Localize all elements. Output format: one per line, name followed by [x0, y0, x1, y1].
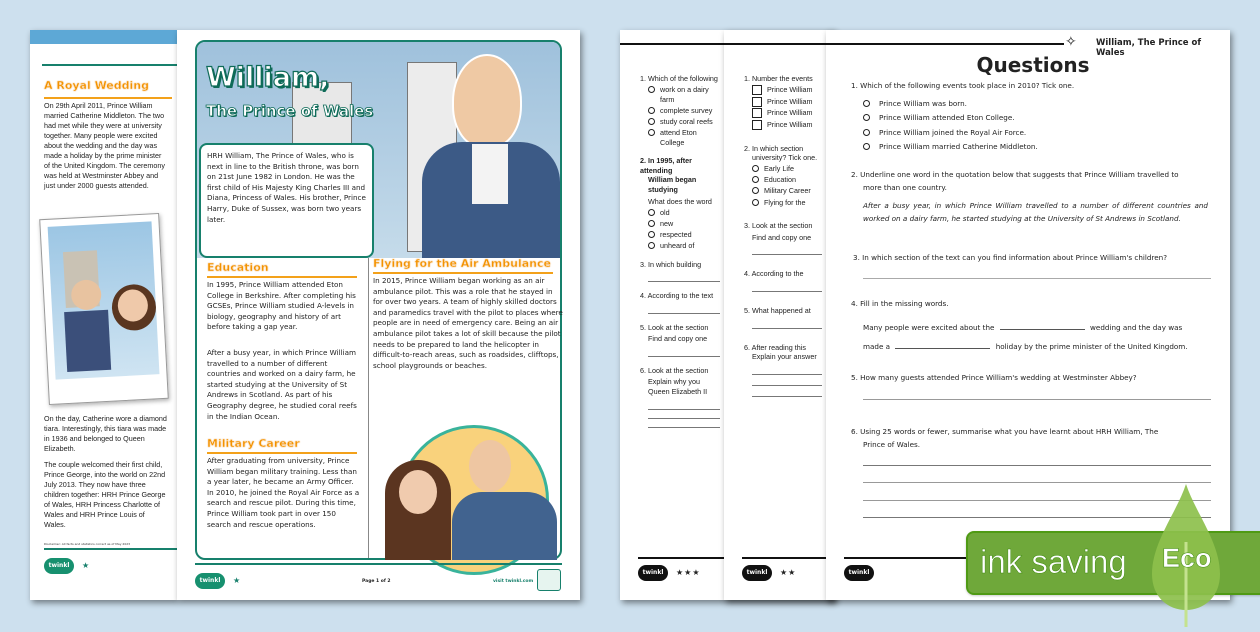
option-label: new: [660, 218, 674, 228]
question-2-options: [744, 164, 822, 207]
question-2-options: [640, 208, 720, 251]
ink-saving-label: ink saving: [980, 543, 1127, 580]
quotation[interactable]: After a busy year, in which Prince William travelled to a number of different countries and worked on a dairy farm, he started studying at the University of St Andrews in Scotland.: [863, 201, 1208, 223]
question-2-prompt: What does the word: [648, 196, 712, 206]
question-3: 3. In which section of the text can you find information about Prince William's children?: [853, 253, 1168, 262]
answer-line[interactable]: [648, 418, 720, 419]
military-career-text: After graduating from university, Prince William began military training. Less than a year later, he became an Army Officer. In 2010, he joined the Royal Air Force as a search and rescue pilot. During this time, Prince William took part in over 150 search and rescue operations.: [207, 456, 360, 529]
radio[interactable]: [648, 209, 655, 216]
question-1-items: [744, 85, 822, 130]
option-label: complete survey: [660, 105, 713, 115]
header-rule: [42, 64, 177, 66]
radio[interactable]: [648, 129, 655, 136]
radio[interactable]: [752, 199, 759, 206]
answer-line[interactable]: [648, 356, 720, 357]
question-2: 2. Underline one word in the quotation below that suggests that Prince William travelled to: [851, 170, 1179, 179]
radio[interactable]: [863, 129, 870, 136]
radio[interactable]: [648, 242, 655, 249]
children-text: The couple welcomed their first child, Prince George, into the world on 22nd July 2013. They now have three children together: HRH Prince George of Wales, HRH Princess Charlotte of Wales and HRH Prince Louis of Wales.: [44, 460, 166, 529]
radio[interactable]: [648, 231, 655, 238]
question-4: 4. According to the text: [640, 291, 714, 301]
education-heading: Education: [207, 261, 269, 274]
question-6-prompt: Explain why you: [648, 377, 700, 387]
eco-label: Eco: [1162, 543, 1212, 573]
fill-line-2: made a holiday by the prime minister of the United Kingdom.: [863, 342, 1188, 351]
question-2: 2. In which section: [744, 143, 804, 153]
twinkl-logo: twinkl: [638, 565, 668, 581]
radio[interactable]: [863, 114, 870, 121]
item-label: Prince William: [767, 119, 813, 129]
quality-badge: [537, 569, 561, 591]
question-6: 6. Look at the section: [640, 365, 709, 375]
option-label: old: [660, 207, 670, 217]
question-5: 5. Look at the section: [640, 322, 709, 332]
royal-wedding-text: On 29th April 2011, Prince William married Catherine Middleton. The two had met while they were at university together. Many people were excited about the wedding and the day was made a holiday by the prime minister of the United Kingdom. The ceremony was held at Westminster Abbey and just under 2000 guests attended.: [44, 101, 165, 190]
checkbox[interactable]: [752, 108, 762, 118]
question-3: 3. In which building: [640, 259, 702, 269]
questions-title: Questions: [976, 53, 1090, 77]
reading-page-2: [30, 30, 177, 600]
answer-line[interactable]: [752, 291, 822, 292]
radio[interactable]: [752, 176, 759, 183]
question-1-options: [640, 85, 720, 147]
radio[interactable]: [648, 86, 655, 93]
question-6: 6. After reading this: [744, 342, 806, 352]
page-number: Page 1 of 2: [362, 579, 391, 584]
question-2: 2. In 1995, after attending: [640, 156, 692, 175]
question-1: 1. Which of the following: [640, 74, 718, 83]
question-1: 1. Which of the following events took place in 2010? Tick one.: [851, 81, 1075, 90]
royal-wedding-heading: A Royal Wedding: [44, 79, 149, 92]
sheet2-questions: [744, 74, 822, 403]
difficulty-stars: ★: [233, 576, 242, 585]
question-2-cont: William began studying: [648, 175, 697, 194]
twinkl-logo: twinkl: [44, 558, 74, 574]
radio[interactable]: [752, 187, 759, 194]
blank-1[interactable]: [1000, 329, 1085, 330]
answer-line[interactable]: [648, 313, 720, 314]
option-label: Flying for the: [764, 197, 806, 207]
answer-line[interactable]: [752, 254, 822, 255]
option-label: unheard of: [660, 240, 695, 250]
radio[interactable]: [863, 143, 870, 150]
header-title: William, The Prince of Wales: [1096, 38, 1202, 58]
title-line2: The Prince of Wales: [206, 102, 374, 120]
option-label: Military Career: [764, 186, 811, 196]
question-2-cont: more than one country.: [863, 183, 947, 192]
radio[interactable]: [648, 220, 655, 227]
education-text-1: In 1995, Prince William attended Eton College in Berkshire. After completing his GCSEs, Prince William studied A-levels in biology, geography and history of art before taking a gap year.: [207, 280, 356, 332]
intro-box: HRH William, The Prince of Wales, who is next in line to the British throne, was born on 21st June 1982 in London. He was the first child of His Majesty King Charles III and Diana, Princess of Wales. His brother, Prince Harry, Duke of Sussex, was born two years later.: [199, 143, 374, 258]
question-sheet-2: [724, 30, 834, 600]
question-6-cont: Prince of Wales.: [863, 440, 921, 449]
radio[interactable]: [752, 165, 759, 172]
question-1-options: Prince William was born. Prince William attended Eton College. Prince William joined the Royal Air Force. Prince William married Catherine Middleton.: [863, 97, 1038, 154]
checkbox[interactable]: [752, 120, 762, 130]
title-line1: William,: [206, 62, 330, 93]
item-label: Prince William: [767, 96, 813, 106]
question-5: 5. What happened at: [744, 305, 811, 315]
question-6-cont: Queen Elizabeth II: [648, 387, 708, 397]
checkbox[interactable]: [752, 97, 762, 107]
twinkl-logo: twinkl: [742, 565, 772, 581]
military-career-heading: Military Career: [207, 437, 300, 450]
tiara-text: On the day, Catherine wore a diamond tiara. Interestingly, this tiara was made in 1936 and belonged to Queen Elizabeth.: [44, 414, 167, 453]
flying-heading: Flying for the Air Ambulance: [373, 257, 551, 270]
blank-2[interactable]: [895, 348, 990, 349]
flying-text: In 2015, Prince William began working as an air ambulance pilot. This was a role that he stayed in for over two years. A team of highly skilled doctors and paramedics travel with the pilot to places where people are in need of emergency care. Being an air ambulance pilot takes a lot of skill because the pilot needs to be prepared to land the helicopter in difficult-to-reach areas, such as roadsides, clifftops, school playgrounds or beaches.: [373, 276, 563, 370]
answer-line[interactable]: [752, 385, 822, 386]
answer-line[interactable]: [752, 374, 822, 375]
answer-line[interactable]: [752, 396, 822, 397]
reading-page-1: [177, 30, 580, 600]
answer-line[interactable]: [648, 409, 720, 410]
question-5-prompt: Find and copy one: [648, 334, 708, 344]
question-2-cont: university? Tick one.: [752, 153, 818, 163]
radio[interactable]: [648, 118, 655, 125]
twinkl-link[interactable]: visit twinkl.com: [493, 579, 534, 584]
wedding-photo: [39, 213, 169, 405]
item-label: Prince William: [767, 108, 813, 118]
answer-line[interactable]: [648, 427, 720, 428]
disclaimer: Disclaimer: All facts and statistics correct as of May 2023: [44, 542, 131, 546]
sheet3-questions: [640, 74, 720, 434]
twinkl-logo: twinkl: [195, 573, 225, 589]
difficulty-stars: ★★: [780, 568, 797, 577]
fill-line-1: Many people were excited about the wedding and the day was: [863, 323, 1183, 332]
question-6: 6. Using 25 words or fewer, summarise what you have learnt about HRH William, The: [851, 427, 1159, 436]
item-label: Prince William: [767, 85, 813, 95]
option-label: Education: [764, 175, 796, 185]
sparkle-icon: ✧: [1065, 34, 1077, 50]
option-label: Early Life: [764, 164, 794, 174]
checkbox[interactable]: [752, 85, 762, 95]
question-3: 3. Look at the section: [744, 221, 813, 231]
question-3-prompt: Find and copy one: [752, 232, 812, 242]
question-6-prompt: Explain your answer: [752, 352, 817, 362]
twinkl-logo: twinkl: [844, 565, 874, 581]
education-text-2: After a busy year, in which Prince William travelled to a number of different countries and worked on a dairy farm, he started studying at the University of St Andrews in Scotland. As part of his Geography degree, he studied coral reefs in the Indian Ocean.: [207, 348, 357, 421]
option-label: study coral reefs: [660, 116, 713, 126]
question-5: 5. How many guests attended Prince William's wedding at Westminster Abbey?: [851, 373, 1137, 382]
question-1: 1. Number the events: [744, 74, 813, 83]
option-label: respected: [660, 229, 692, 239]
prince-portrait: [452, 54, 522, 149]
header-band: [30, 30, 177, 44]
difficulty-stars: ★★★: [676, 568, 701, 577]
question-4: 4. Fill in the missing words.: [851, 299, 949, 308]
answer-line[interactable]: [752, 328, 822, 329]
answer-line[interactable]: [648, 281, 720, 282]
option-label: attend Eton College: [660, 127, 697, 147]
radio[interactable]: [863, 100, 870, 107]
question-4: 4. According to the: [744, 269, 804, 279]
option-label: work on a dairy farm: [660, 85, 709, 104]
radio[interactable]: [648, 107, 655, 114]
difficulty-stars: ★: [82, 561, 91, 570]
